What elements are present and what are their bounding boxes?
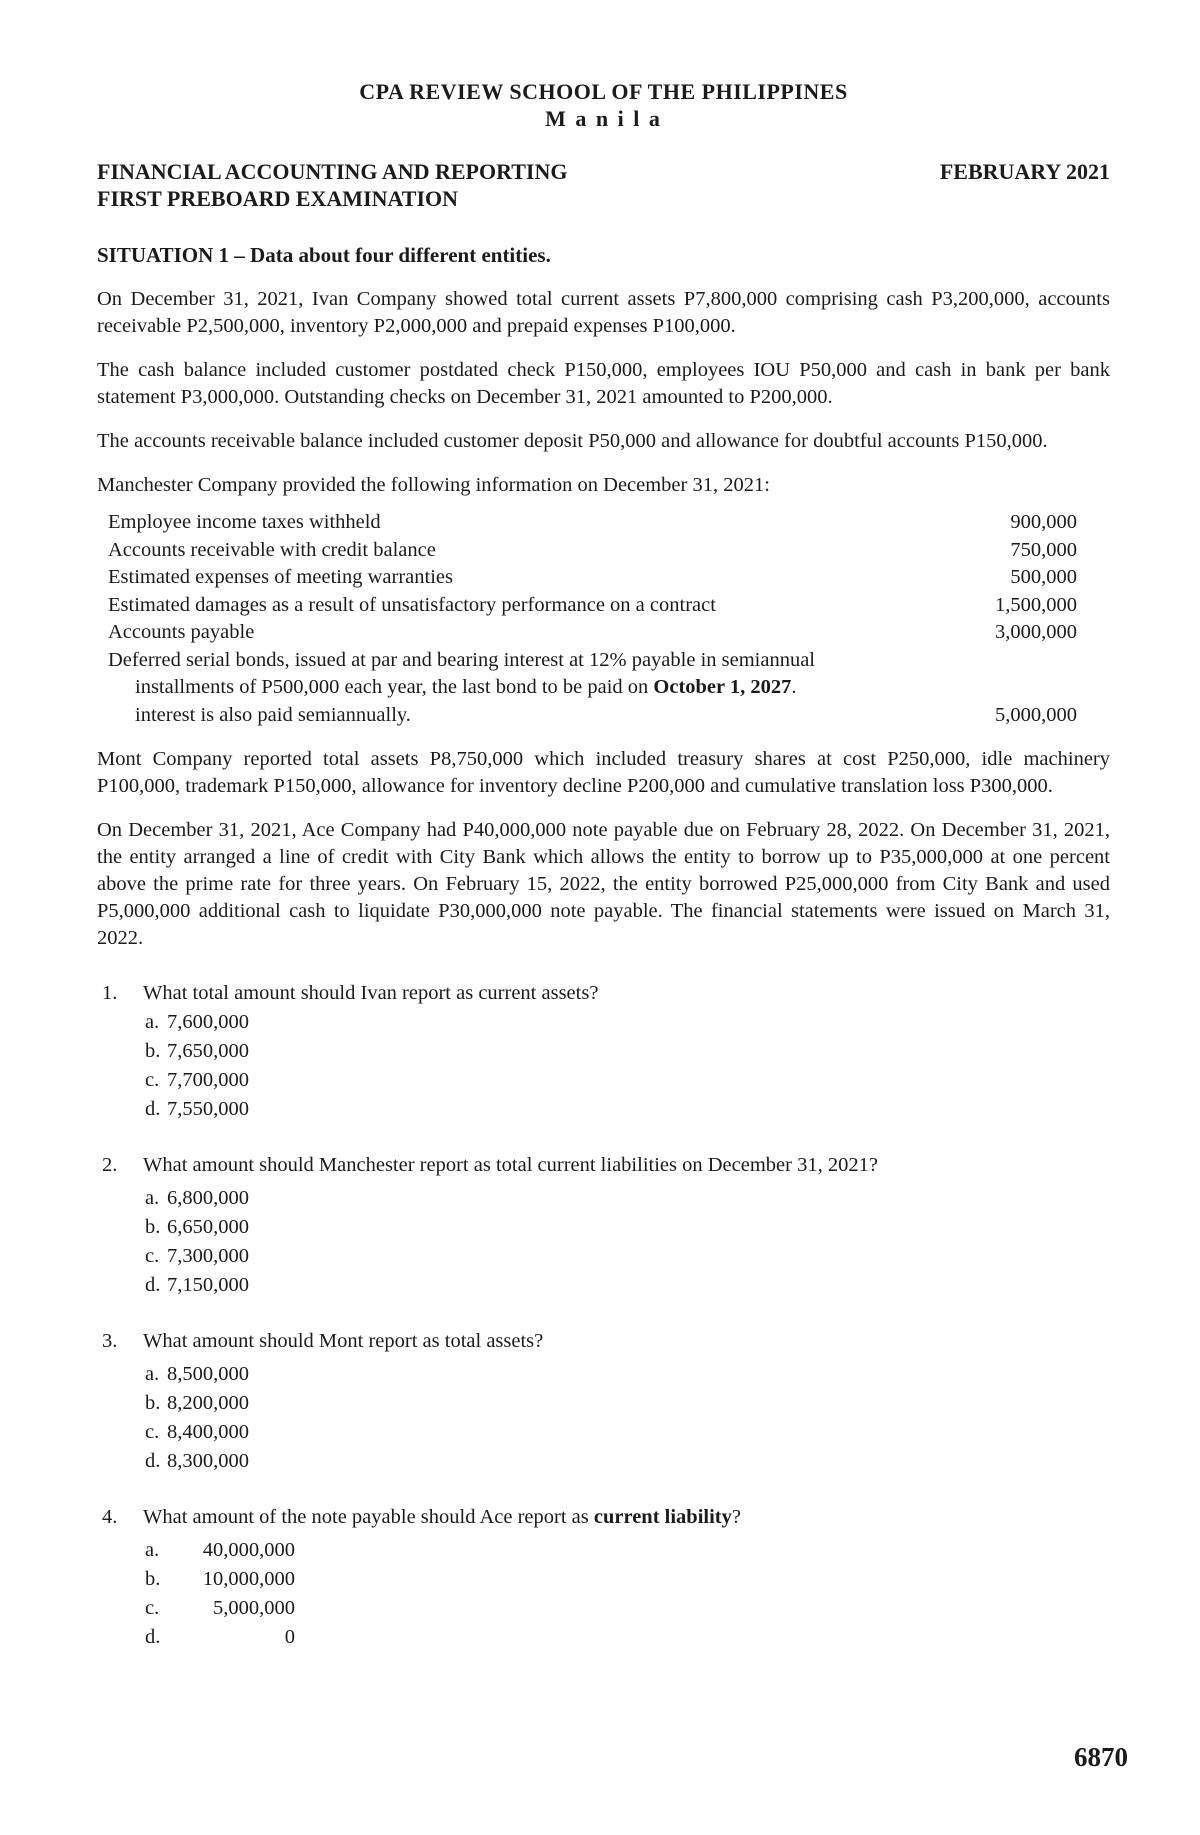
question-text-bold: current liability [593, 1506, 732, 1528]
option-letter: d. [145, 1274, 161, 1296]
option-letter: c. [145, 1421, 160, 1443]
option-row [145, 1594, 1110, 1623]
question-3 [97, 1327, 1110, 1476]
paragraph-manchester-intro: Manchester Company provided the following information on December 31, 2021: [97, 474, 770, 496]
paragraph-mont: Mont Company reported total assets P8,750,000 which included treasury shares at cost P250,000, idle machinery P100,000, trademark P150,000, allowance for inventory decline P200,000 and cumulative translation loss P300,000. [97, 748, 1110, 797]
liability-amount: 3,000,000 [995, 621, 1077, 643]
option-letter: b. [145, 1040, 161, 1062]
option-value: 10,000,000 [202, 1568, 295, 1590]
option-value: 6,800,000 [167, 1187, 249, 1209]
question-4 [97, 1503, 1110, 1652]
question-1-options [145, 1008, 1110, 1124]
question-number: 4. [102, 1506, 118, 1528]
question-2-options [145, 1184, 1110, 1300]
option-value: 6,650,000 [167, 1216, 249, 1238]
header-city: M a n i l a [545, 106, 662, 131]
question-number: 3. [102, 1330, 118, 1352]
option-letter: b. [145, 1392, 161, 1414]
liability-label: Deferred serial bonds, issued at par and bearing interest at 12% payable in semiannual [108, 648, 815, 671]
course-title: FINANCIAL ACCOUNTING AND REPORTING [97, 159, 568, 184]
exam-title: FIRST PREBOARD EXAMINATION [97, 186, 459, 211]
option-letter: d. [145, 1098, 161, 1120]
option-value: 8,500,000 [167, 1363, 249, 1385]
liability-row [97, 619, 1110, 647]
option-value: 8,400,000 [167, 1421, 249, 1443]
option-value: 7,700,000 [167, 1069, 249, 1091]
question-3-line [97, 1327, 1110, 1355]
question-number: 2. [102, 1154, 118, 1176]
liability-row [97, 537, 1110, 565]
liability-label: Accounts receivable with credit balance [108, 538, 436, 561]
option-row [145, 1037, 1110, 1066]
option-value: 8,300,000 [167, 1450, 249, 1472]
bonds-line2-bold-date: October 1, 2027 [653, 676, 792, 698]
option-row [145, 1271, 1110, 1300]
liability-amount: 750,000 [1010, 538, 1077, 561]
option-letter: a. [145, 1363, 160, 1385]
option-letter: c. [145, 1069, 160, 1091]
bonds-line2-post: . [791, 676, 797, 698]
option-value: 0 [284, 1626, 295, 1648]
option-value: 7,150,000 [167, 1274, 249, 1296]
option-letter: a. [145, 1539, 160, 1561]
question-1 [97, 979, 1110, 1124]
option-row [145, 1008, 1110, 1037]
option-letter: a. [145, 1011, 160, 1033]
liability-row [97, 509, 1110, 537]
liability-row [97, 564, 1110, 592]
question-1-line [97, 979, 1110, 1007]
liability-amount: 900,000 [1010, 511, 1077, 533]
situation-title: SITUATION 1 – Data about four different entities. [97, 243, 551, 267]
liability-amount: 1,500,000 [995, 593, 1077, 616]
header-school: CPA REVIEW SCHOOL OF THE PHILIPPINES [359, 79, 848, 104]
paragraph-cash-balance: The cash balance included customer postdated check P150,000, employees IOU P50,000 and cash in bank per bank statement P3,000,000. Outstanding checks on December 31, 2021 amounted to P200,000. [97, 359, 1110, 408]
option-row [145, 1418, 1110, 1447]
liability-row [97, 592, 1110, 620]
question-text [143, 1151, 878, 1179]
option-row [145, 1066, 1110, 1095]
option-row [145, 1360, 1110, 1389]
option-letter: c. [145, 1597, 160, 1619]
option-row [145, 1184, 1110, 1213]
liability-label: Estimated expenses of meeting warranties [108, 566, 453, 588]
question-text-post: ? [731, 1506, 741, 1528]
option-letter: c. [145, 1245, 160, 1267]
liability-row-bonds-line1 [97, 647, 1110, 675]
question-3-options [145, 1360, 1110, 1476]
question-2-line [97, 1151, 1110, 1179]
bonds-line2-pre: installments of P500,000 each year, the last bond to be paid on [135, 676, 654, 698]
liability-label: Accounts payable [108, 621, 255, 643]
option-row [145, 1447, 1110, 1476]
question-text-pre: What amount should Mont report as total assets? [143, 1330, 544, 1352]
exam-date: FEBRUARY 2021 [939, 159, 1110, 184]
option-letter: d. [145, 1626, 161, 1648]
page-number: 6870 [1074, 1742, 1128, 1772]
option-value: 40,000,000 [202, 1539, 295, 1561]
question-text [143, 1503, 741, 1531]
option-value: 5,000,000 [213, 1597, 295, 1619]
option-row [145, 1242, 1110, 1271]
option-value: 7,300,000 [167, 1245, 249, 1267]
question-text-pre: What total amount should Ivan report as current assets? [143, 982, 599, 1004]
paragraph-accounts-receivable: The accounts receivable balance included customer deposit P50,000 and allowance for doubtful accounts P150,000. [97, 430, 1048, 452]
option-value: 8,200,000 [167, 1392, 249, 1414]
option-row [145, 1536, 1110, 1565]
liability-amount: 5,000,000 [995, 703, 1077, 726]
liability-label: Employee income taxes withheld [108, 511, 381, 533]
option-value: 7,650,000 [167, 1040, 249, 1062]
question-text-pre: What amount should Manchester report as total current liabilities on December 31, 2021? [143, 1154, 878, 1176]
option-row [145, 1389, 1110, 1418]
question-2 [97, 1151, 1110, 1300]
option-row [145, 1623, 1110, 1652]
liability-label-continuation: interest is also paid semiannually. [135, 703, 411, 726]
question-text [143, 979, 598, 1007]
question-4-line [97, 1503, 1110, 1531]
option-value: 7,550,000 [167, 1098, 249, 1120]
question-text-pre: What amount of the note payable should Ace report as [143, 1506, 594, 1528]
option-row [145, 1213, 1110, 1242]
question-text [143, 1327, 543, 1355]
liability-row-bonds-line2 [97, 674, 1110, 702]
manchester-liabilities-list [97, 509, 1110, 729]
paragraph-ace: On December 31, 2021, Ace Company had P40,000,000 note payable due on February 28, 2022. On December 31, 2021, the entity arranged a line of credit with City Bank which allows the entity to borrow up to P35,000,000 at one percent above the prime rate for three years. On February 15, 2022, the entity borrowed P25,000,000 from City Bank and used P5,000,000 additional cash to liquidate P30,000,000 note payable. The financial statements were issued on March 31, 2022. [97, 819, 1110, 949]
paragraph-ivan: On December 31, 2021, Ivan Company showed total current assets P7,800,000 comprising cash P3,200,000, accounts receivable P2,500,000, inventory P2,000,000 and prepaid expenses P100,000. [97, 288, 1110, 337]
question-number: 1. [102, 982, 118, 1004]
liability-amount: 500,000 [1010, 566, 1077, 588]
option-value: 7,600,000 [167, 1011, 249, 1033]
option-row [145, 1095, 1110, 1124]
option-letter: b. [145, 1568, 161, 1590]
exam-meta-row [97, 158, 1110, 185]
question-4-options [145, 1536, 1110, 1652]
option-letter: b. [145, 1216, 161, 1238]
liability-label: Estimated damages as a result of unsatisfactory performance on a contract [108, 593, 716, 616]
liability-label-continuation [97, 674, 797, 702]
option-letter: a. [145, 1187, 160, 1209]
option-row [145, 1565, 1110, 1594]
liability-row-bonds-line3 [97, 702, 1110, 730]
option-letter: d. [145, 1450, 161, 1472]
